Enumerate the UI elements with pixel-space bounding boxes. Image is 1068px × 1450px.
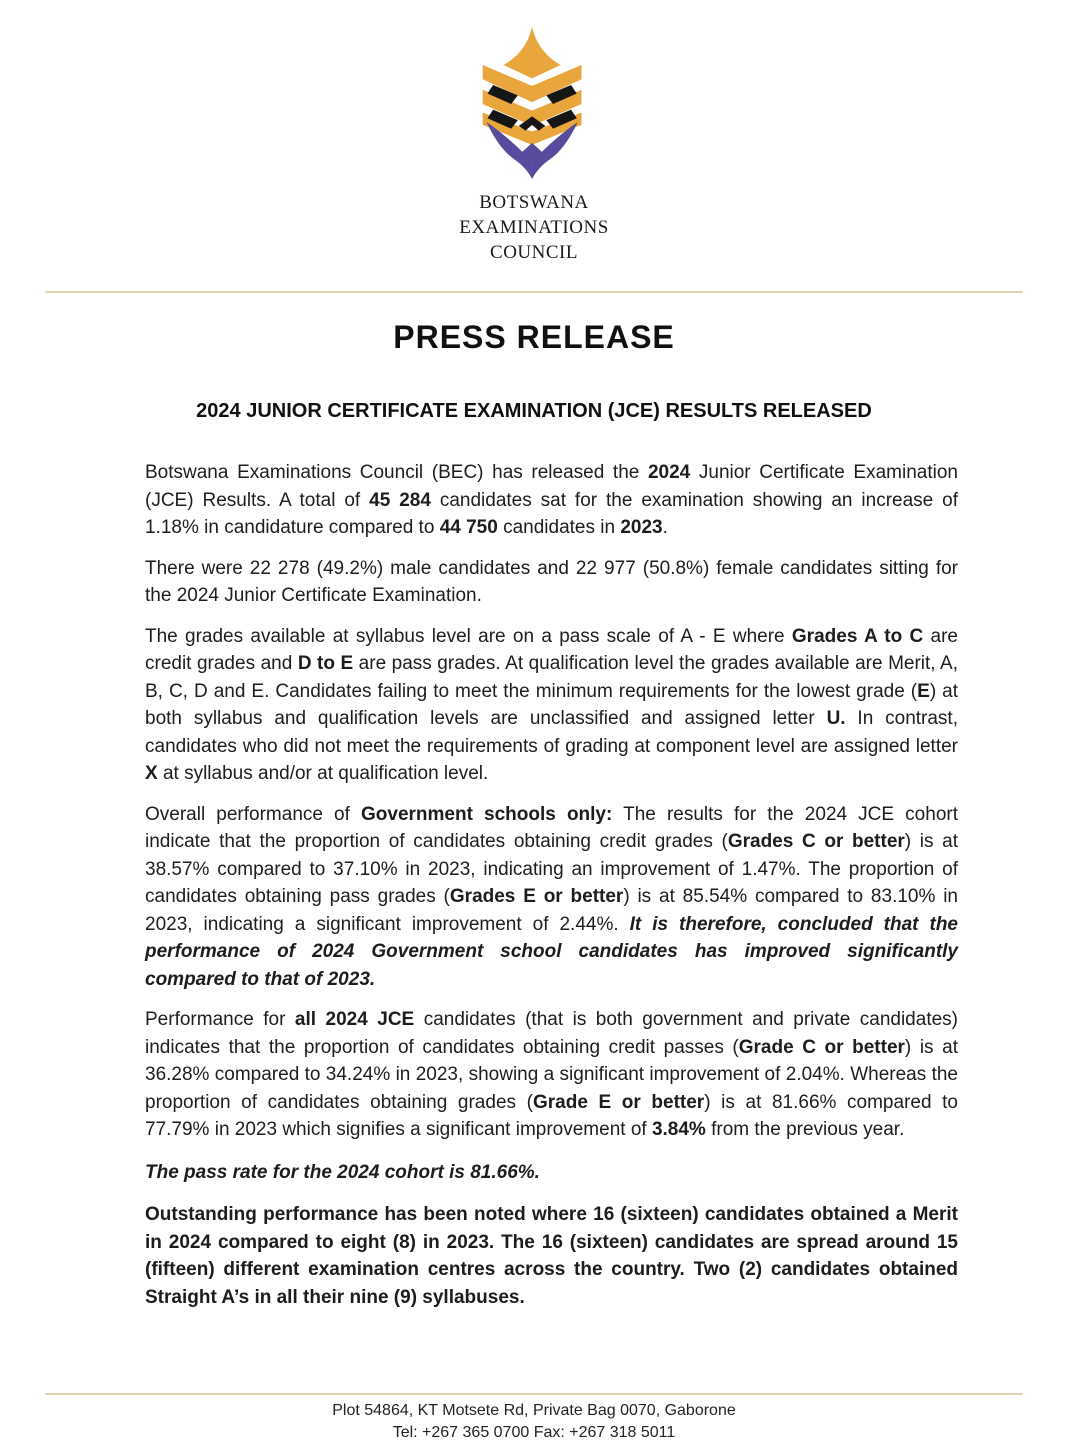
letterhead xyxy=(0,0,1068,265)
text-segment: ) is at 81.66% compared to 77.79% in 2023 which signifies a significant improvement of xyxy=(145,1091,958,1140)
text-segment: In contrast, candidates who did not meet the requirements of grading at component level are assigned letter xyxy=(145,708,958,757)
logo-spire xyxy=(504,27,561,78)
text-segment: U. xyxy=(826,708,846,729)
text-segment: Government schools only: xyxy=(361,803,613,825)
footer-contact-clipped xyxy=(0,1422,1068,1437)
text-segment: The grades available at syllabus level are on a pass scale of A - E where xyxy=(145,625,792,647)
paragraph xyxy=(145,801,958,994)
paragraph xyxy=(145,1006,958,1144)
org-name-line: EXAMINATIONS xyxy=(459,217,609,238)
text-segment: 2023 xyxy=(620,517,663,538)
text-segment: ) is at 38.57% compared to 37.10% in 2023, indicating an improvement of 1.47%. The proportion of candidates obtaining pass grades ( xyxy=(145,831,959,907)
paragraph xyxy=(145,1159,958,1187)
body-paragraphs xyxy=(0,459,1068,1311)
text-segment: D to E xyxy=(297,653,354,674)
text-segment: Junior Certificate Examination (JCE) Results. A total of xyxy=(145,462,958,511)
text-segment: The results for the 2024 JCE cohort indicate that the proportion of candidates obtaining credit grades ( xyxy=(145,803,958,852)
text-segment: X xyxy=(145,763,158,784)
text-segment: Performance for xyxy=(145,1009,295,1030)
text-segment: 45 284 xyxy=(369,489,431,511)
text-segment: ) is at 36.28% compared to 34.24% in 2023, showing a significant improvement of 2.04%. Whereas the proportion of candidates obtaining grades ( xyxy=(145,1036,958,1113)
paragraph xyxy=(145,459,958,542)
text-segment: Grades A to C xyxy=(791,625,924,647)
text-segment: It is therefore, concluded that the performance of 2024 Government school candidates has improved significantly compared to that of 2023. xyxy=(145,913,958,990)
footer-contact: Tel: +267 365 0700 Fax: +267 318 5011 xyxy=(392,1424,676,1437)
text-segment: Grade E or better xyxy=(532,1091,705,1113)
text-segment: Outstanding performance has been noted where 16 (sixteen) candidates obtained a Merit in 2024 compared to eight (8) in 2023. The 16 (sixteen) candidates are spread around 15 (fifteen) different examination centres across the country. Two (2) candidates obtained Straight A’s in all their nine (9) syllabuses. xyxy=(145,1204,958,1308)
text-segment: There were 22 278 (49.2%) male candidates and 22 977 (50.8%) female candidates sitting for the 2024 Junior Certificate Examination. xyxy=(145,557,958,606)
paragraph xyxy=(145,1201,958,1311)
text-segment: 3.84% xyxy=(651,1119,706,1140)
text-segment: ) is at 85.54% compared to 83.10% in 2023, indicating a significant improvement of 2.44%. xyxy=(145,886,958,935)
header-divider xyxy=(45,291,1023,293)
text-segment: Grades E or better xyxy=(449,886,624,907)
text-segment: Overall performance of xyxy=(145,803,362,825)
paragraph xyxy=(145,623,958,788)
text-segment: Botswana Examinations Council (BEC) has released the xyxy=(145,462,648,483)
text-segment: ) at both syllabus and qualification levels are unclassified and assigned letter xyxy=(145,680,958,729)
text-segment: are credit grades and xyxy=(145,625,958,674)
org-name-line: COUNCIL xyxy=(490,242,578,263)
paragraph xyxy=(145,555,958,610)
text-segment: Grades C or better xyxy=(727,831,905,852)
text-segment: candidates (that is both government and private candidates) indicates that the proportion of candidates obtaining credit passes ( xyxy=(145,1009,958,1058)
text-segment: 44 750 xyxy=(439,517,498,538)
org-name xyxy=(0,190,1068,265)
page-title: PRESS RELEASE xyxy=(393,319,675,355)
document-heading: 2024 JUNIOR CERTIFICATE EXAMINATION (JCE) RESULTS RELEASED xyxy=(196,400,872,422)
text-segment: . xyxy=(662,517,668,538)
text-segment: at syllabus and/or at qualification level. xyxy=(157,763,489,784)
text-segment: 2024 xyxy=(647,462,691,483)
text-segment: all 2024 JCE xyxy=(294,1009,415,1030)
bec-logo-icon xyxy=(458,25,610,182)
org-name-line: BOTSWANA xyxy=(479,192,589,213)
text-segment: Grade C or better xyxy=(738,1036,905,1058)
text-segment: E xyxy=(917,680,930,702)
text-segment: candidates in xyxy=(497,517,621,538)
text-segment: are pass grades. At qualification level the grades available are Merit, A, B, C, D and E. Candidates failing to meet the minimum requirements for the lowest grade ( xyxy=(145,653,959,702)
footer-divider xyxy=(45,1393,1023,1395)
text-segment: candidates sat for the examination showing an increase of 1.18% in candidature compared to xyxy=(145,489,958,538)
text-segment: from the previous year. xyxy=(705,1119,905,1140)
footer-address: Plot 54864, KT Motsete Rd, Private Bag 0070, Gaborone xyxy=(332,1402,736,1419)
text-segment: The pass rate for the 2024 cohort is 81.66%. xyxy=(145,1161,540,1183)
